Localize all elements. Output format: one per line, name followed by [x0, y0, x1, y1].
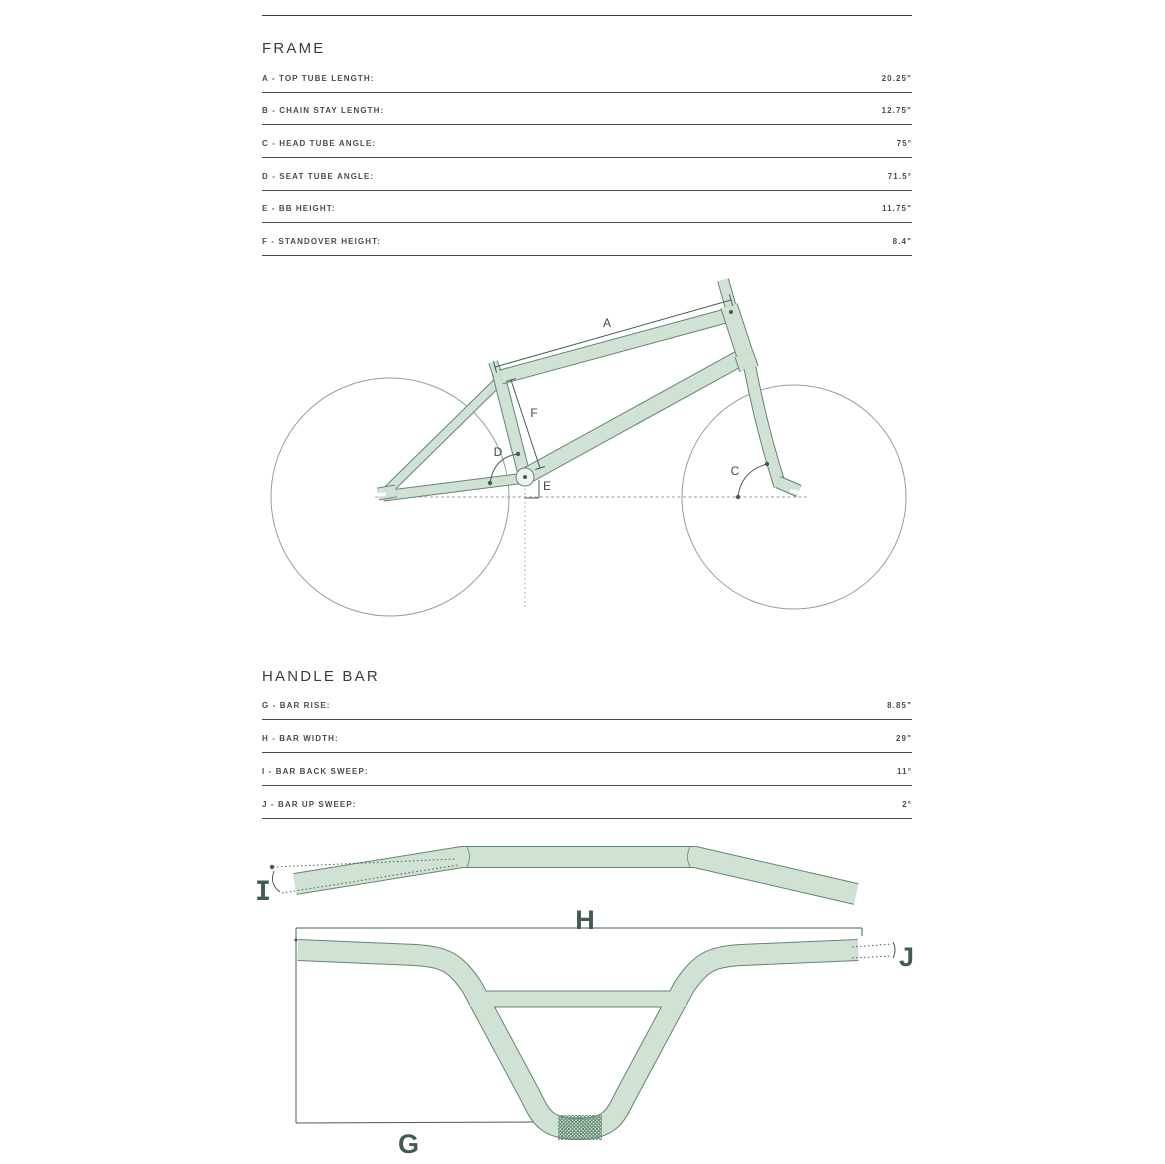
spec-label: E - BB HEIGHT: — [262, 204, 336, 214]
frame-label-c: C — [730, 464, 740, 478]
spec-row-chain-stay — [262, 93, 912, 126]
spec-value: 11.75" — [882, 204, 912, 214]
handlebar-label-g: G — [398, 1129, 420, 1159]
spec-label: I - BAR BACK SWEEP: — [262, 767, 369, 776]
spec-row-up-sweep — [262, 786, 912, 819]
frame-label-e: E — [543, 479, 552, 493]
frame-spec-table — [262, 60, 912, 256]
spec-label: G - BAR RISE: — [262, 701, 331, 710]
spec-label: C - HEAD TUBE ANGLE: — [262, 139, 377, 149]
spec-value: 11° — [897, 767, 912, 776]
spec-value: 71.5° — [887, 171, 912, 181]
clamp-knurl-area — [558, 1115, 602, 1140]
top-divider — [262, 15, 912, 16]
spec-label: D - SEAT TUBE ANGLE: — [262, 171, 375, 181]
frame-label-a: A — [602, 316, 612, 330]
handlebar-top-tube — [295, 847, 856, 894]
spec-label: B - CHAIN STAY LENGTH: — [262, 106, 385, 116]
spec-row-back-sweep — [262, 753, 912, 786]
bike-frame-diagram — [262, 270, 912, 620]
handlebar-label-j: J — [899, 942, 915, 972]
spec-label: H - BAR WIDTH: — [262, 734, 339, 743]
spec-value: 20.25" — [881, 73, 912, 83]
frame-label-d: D — [493, 445, 503, 459]
spec-value: 2° — [902, 800, 912, 809]
frame-label-f: F — [530, 406, 538, 420]
spec-label: F - STANDOVER HEIGHT: — [262, 237, 381, 247]
spec-value: 12.75" — [881, 106, 912, 116]
spec-value: 75° — [896, 139, 912, 149]
frame-section-heading: FRAME — [262, 40, 326, 57]
up-sweep-measurement — [852, 942, 914, 972]
spec-row-seat-angle — [262, 158, 912, 191]
handlebar-section-heading: HANDLE BAR — [262, 668, 380, 685]
spec-label: J - BAR UP SWEEP: — [262, 800, 357, 809]
spec-value: 8.85" — [887, 701, 912, 710]
spec-row-bar-rise — [262, 687, 912, 720]
handlebar-front-view-diagram — [240, 898, 920, 1164]
spec-row-standover — [262, 223, 912, 256]
handlebar-label-i: I — [254, 876, 272, 907]
spec-row-head-angle — [262, 125, 912, 158]
spec-row-bar-width — [262, 720, 912, 753]
handlebar-spec-table — [262, 687, 912, 819]
spec-row-bb-height — [262, 191, 912, 224]
spec-value: 29" — [896, 734, 912, 743]
handlebar-front-tube — [298, 950, 858, 1140]
spec-row-top-tube — [262, 60, 912, 93]
handlebar-label-h: H — [575, 905, 595, 935]
spec-label: A - TOP TUBE LENGTH: — [262, 73, 375, 83]
spec-value: 8.4" — [892, 237, 912, 247]
